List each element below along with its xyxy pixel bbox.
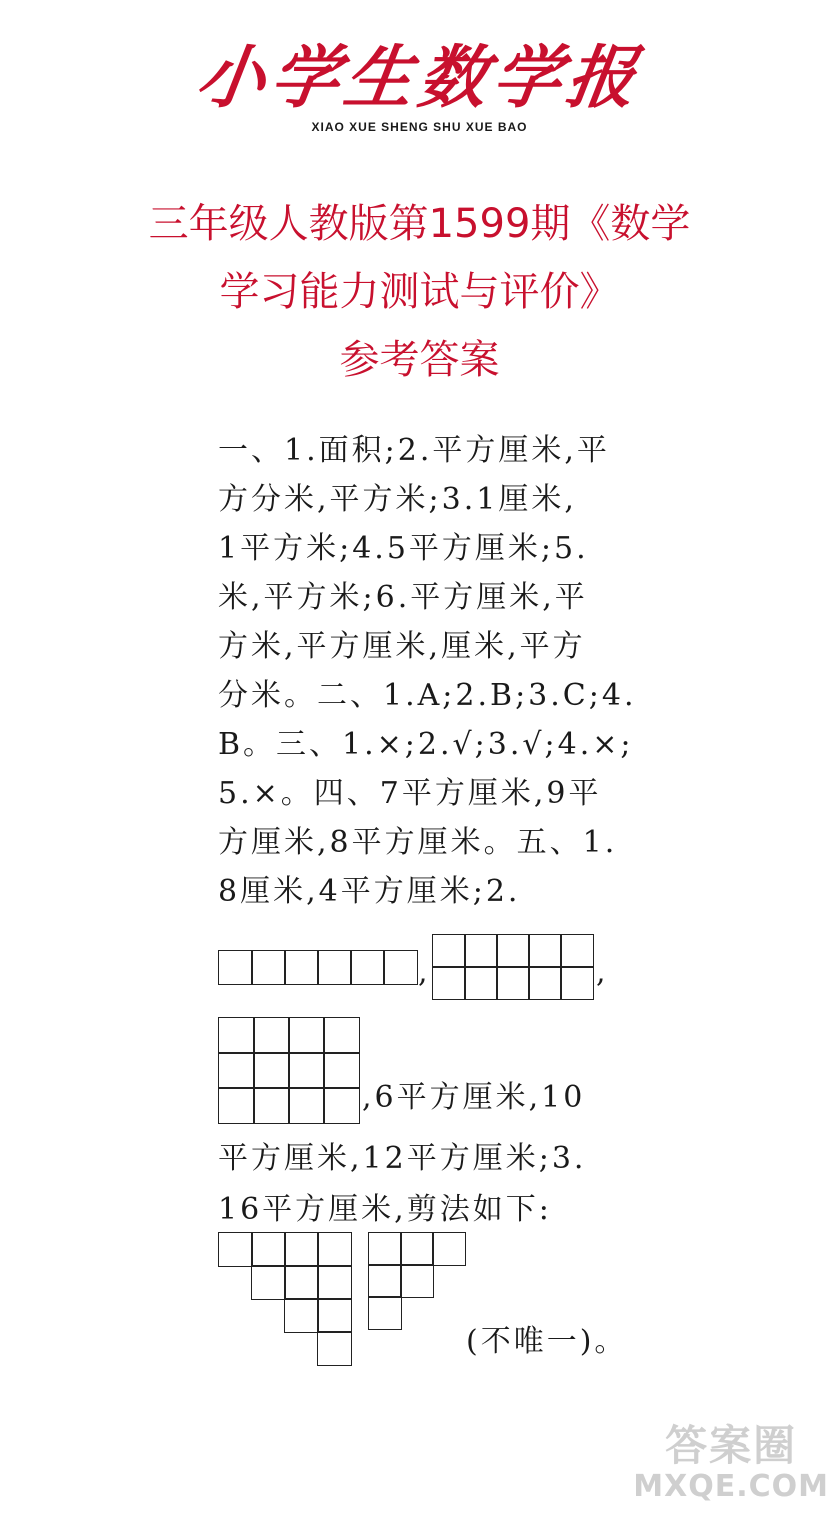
grid-cell xyxy=(218,1087,255,1124)
grid-cell xyxy=(284,950,319,985)
comma-2: , xyxy=(596,955,609,990)
newspaper-pinyin: XIAO XUE SHENG SHU XUE BAO xyxy=(311,120,528,134)
answer-line: 分米。二、1.A;2.B;3.C;4. xyxy=(218,678,637,713)
grid-cell xyxy=(560,966,594,1000)
answer-note: (不唯一)。 xyxy=(466,1324,628,1359)
grid-cell xyxy=(218,950,253,985)
grid-cell xyxy=(432,934,466,968)
answer-line: 米,平方米;6.平方厘米,平 xyxy=(218,580,588,615)
grid-cell xyxy=(317,1298,352,1333)
grid-cell xyxy=(284,1265,319,1300)
grid-cell xyxy=(284,1298,319,1333)
grid-cell xyxy=(496,966,530,1000)
grid-cell xyxy=(253,1087,290,1124)
answer-line: 一、1.面积;2.平方厘米,平 xyxy=(218,433,610,468)
answer-line: 方分米,平方米;3.1厘米, xyxy=(218,482,577,517)
answer-line: 1平方米;4.5平方厘米;5. xyxy=(218,531,589,566)
newspaper-logo: 小学生数学报 xyxy=(191,38,648,118)
watermark xyxy=(633,1423,829,1504)
grid-cell xyxy=(218,1017,255,1054)
grid-cell xyxy=(368,1296,402,1330)
watermark-logo: 答案圈 xyxy=(665,1421,798,1470)
grid-cell xyxy=(432,966,466,1000)
grid-cell xyxy=(350,950,385,985)
watermark-url: MXQE.COM xyxy=(633,1469,829,1504)
grid-cell xyxy=(317,1232,352,1267)
title-line-2: 学习能力测试与评价》 xyxy=(219,269,620,315)
grid-cell xyxy=(218,1052,255,1089)
grid-cell xyxy=(218,1232,253,1267)
grid-cell xyxy=(288,1017,325,1054)
grid-cell xyxy=(528,966,562,1000)
grid-cell xyxy=(288,1052,325,1089)
answer-line: 平方厘米,12平方厘米;3. xyxy=(218,1141,587,1176)
answer-line: B。三、1.×;2.√;3.√;4.×; xyxy=(218,727,634,762)
grid-cell xyxy=(368,1232,402,1266)
answer-line: 16平方厘米,剪法如下: xyxy=(218,1192,552,1227)
grid-cell xyxy=(284,1232,319,1267)
answer-inline-after-grid: ,6平方厘米,10 xyxy=(362,1080,586,1115)
grid-cell xyxy=(323,1052,360,1089)
answer-line: 8厘米,4平方厘米;2. xyxy=(218,874,521,909)
answer-line: 方米,平方厘米,厘米,平方 xyxy=(218,629,586,664)
grid-cell xyxy=(251,1232,286,1267)
grid-cell xyxy=(323,1017,360,1054)
grid-cell xyxy=(253,1052,290,1089)
grid-cell xyxy=(560,934,594,968)
grid-cell xyxy=(496,934,530,968)
title-line-1: 三年级人教版第1599期《数学 xyxy=(148,201,691,247)
answer-text xyxy=(218,426,638,916)
grid-cell xyxy=(528,934,562,968)
grid-cell xyxy=(317,950,352,985)
comma-1: , xyxy=(418,955,431,990)
grid-cell xyxy=(253,1017,290,1054)
grid-cell xyxy=(251,1265,286,1300)
answer-line: 方厘米,8平方厘米。五、1. xyxy=(218,825,618,860)
grid-cell xyxy=(251,950,286,985)
grid-cell xyxy=(400,1232,434,1266)
grid-cell xyxy=(464,934,498,968)
grid-cell xyxy=(464,966,498,1000)
masthead xyxy=(0,38,839,134)
grid-cell xyxy=(368,1264,402,1298)
document-title xyxy=(0,190,839,394)
grid-cell xyxy=(323,1087,360,1124)
grid-cell xyxy=(400,1264,434,1298)
title-line-3: 参考答案 xyxy=(339,337,500,383)
grid-cell xyxy=(317,1265,352,1300)
grid-cell xyxy=(383,950,418,985)
answer-line: 5.×。四、7平方厘米,9平 xyxy=(218,776,602,811)
grid-cell xyxy=(288,1087,325,1124)
grid-cell xyxy=(432,1232,466,1266)
grid-cell xyxy=(317,1331,352,1366)
